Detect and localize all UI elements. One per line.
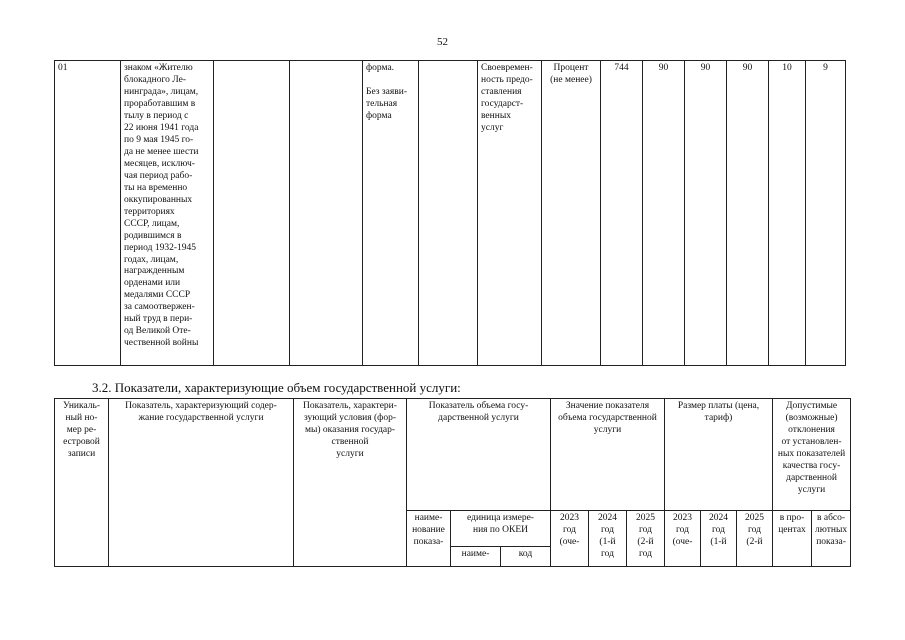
volume-indicators-table: [54, 398, 851, 567]
header-okei-unit: единица измере- ния по ОКЕИ: [451, 511, 551, 547]
header-okei-name: наиме-: [451, 547, 501, 567]
empty-cell: [419, 61, 478, 366]
header-indicator-value: Значение показателя объема государственной услуги: [551, 399, 665, 511]
recipient-category: знаком «Жителю блокадного Ле- нинграда», лицам, проработавшим в тылу в период с 22 июня 1941 года по 9 мая 1945 го- да не менее шести месяцев, исключ- чая период рабо- ты на временно оккупированных территориях СССР, лицам, родившимся в период 1932-1945 годах, лицам, награжденным орденами или медалями СССР за самоотвержен- ный труд в пери- од Великой Оте- чественной войны: [121, 61, 214, 366]
page-number: 52: [437, 36, 448, 48]
header-indicator-name: наиме- нование показа-: [407, 511, 451, 567]
okei-code: 744: [601, 61, 643, 366]
header-conditions-indicator: Показатель, характери- зующий условия (фор- мы) оказания государ- ственной услуги: [294, 399, 407, 567]
header-value-2024: 2024 год (1-й год: [589, 511, 627, 567]
deviation-percent: 10: [769, 61, 806, 366]
unit-name: Процент (не менее): [542, 61, 601, 366]
value-2024: 90: [685, 61, 727, 366]
header-okei-code: код: [501, 547, 551, 567]
header-fee-2023: 2023 год (оче-: [665, 511, 701, 567]
header-volume-indicator: Показатель объема госу- дарственной услуги: [407, 399, 551, 511]
empty-cell: [290, 61, 363, 366]
header-unique-number: Уникаль- ный но- мер ре- естровой записи: [55, 399, 109, 567]
value-2025: 90: [727, 61, 769, 366]
registry-code: 01: [55, 61, 121, 366]
header-allowed-deviation: Допустимые (возможные) отклонения от установлен- ных показателей качества госу- дарственной услуги: [773, 399, 851, 511]
service-form: форма. Без заяви- тельная форма: [363, 61, 419, 366]
header-deviation-absolute: в абсо- лютных показа-: [812, 511, 851, 567]
header-fee-2025: 2025 год (2-й: [737, 511, 773, 567]
empty-cell: [214, 61, 290, 366]
value-2023: 90: [643, 61, 685, 366]
header-deviation-percent: в про- центах: [773, 511, 812, 567]
header-fee-2024: 2024 год (1-й: [701, 511, 737, 567]
quality-indicator-name: Своевремен- ность предо- ставления государст- венных услуг: [478, 61, 542, 366]
deviation-absolute: 9: [806, 61, 846, 366]
header-content-indicator: Показатель, характеризующий содер- жание государственной услуги: [109, 399, 294, 567]
header-value-2025: 2025 год (2-й год: [627, 511, 665, 567]
section-heading: 3.2. Показатели, характеризующие объем государственной услуги:: [92, 380, 461, 395]
header-value-2023: 2023 год (оче-: [551, 511, 589, 567]
quality-indicators-table: [54, 60, 846, 366]
header-fee: Размер платы (цена, тариф): [665, 399, 773, 511]
